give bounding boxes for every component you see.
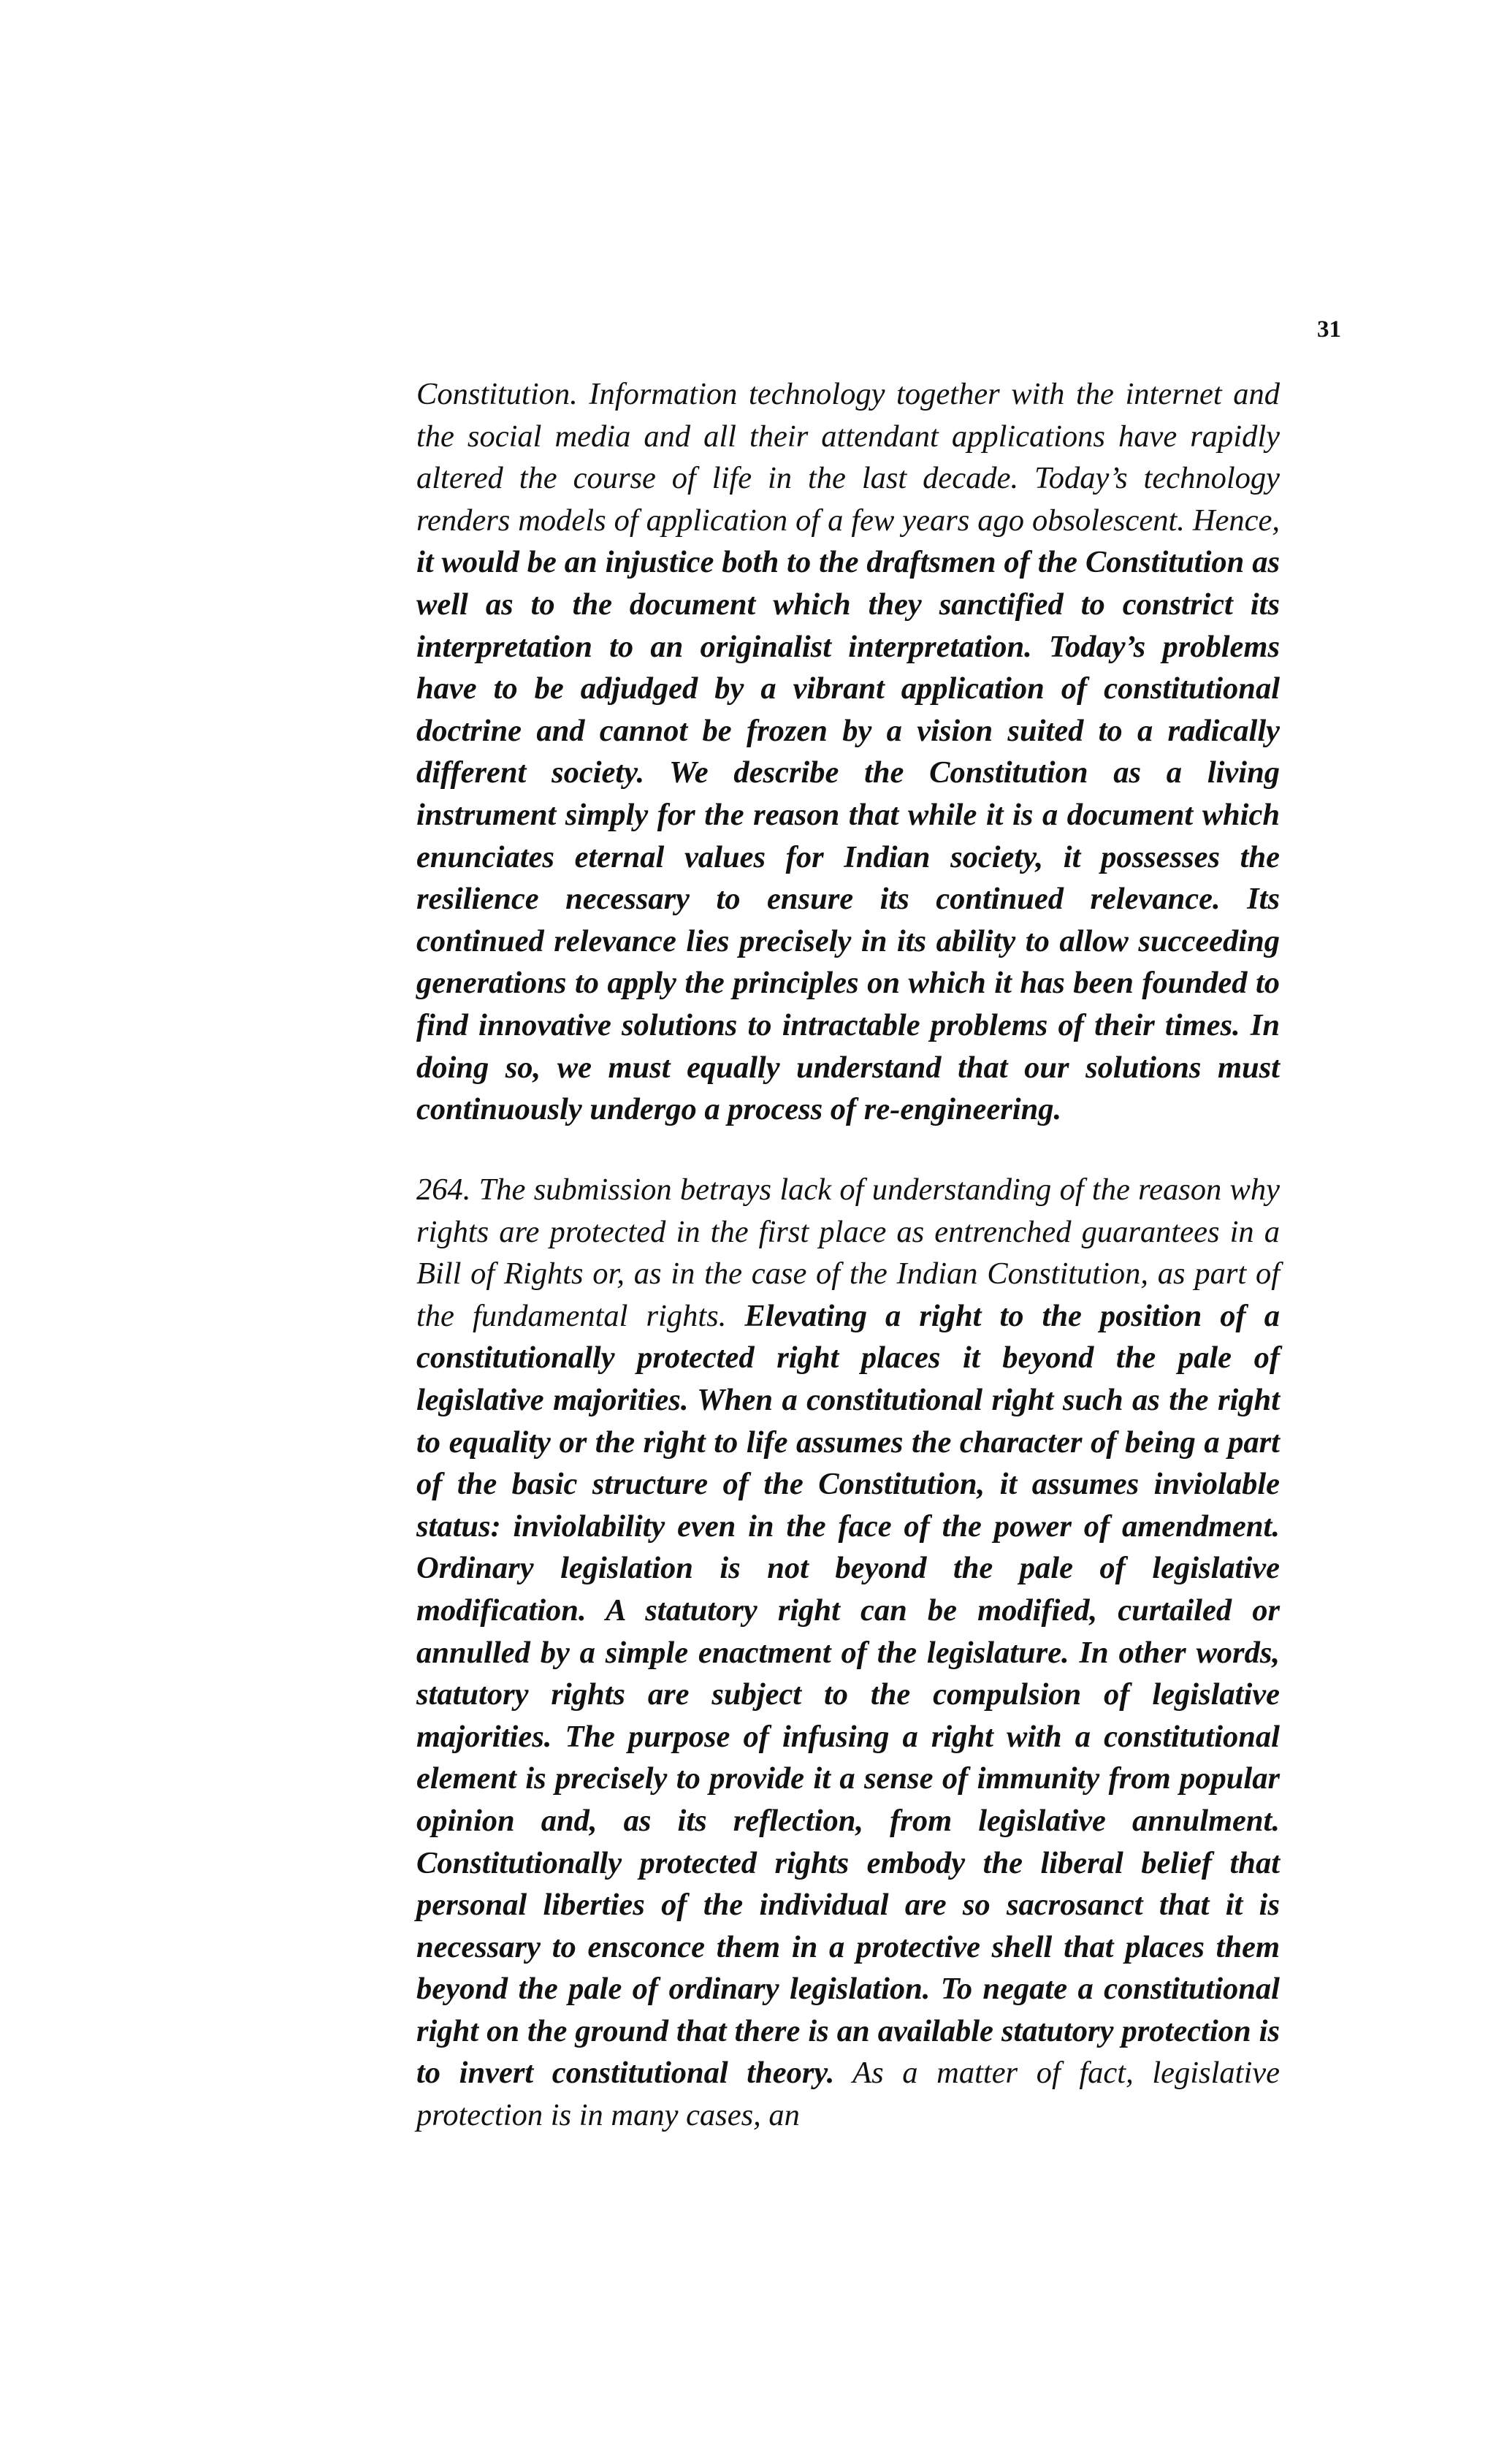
paragraph-1-intro-text: Constitution. Information technology together with the internet and the social media and all their attendant applications have rapidly altered the course of life in the last decade. Today’s technology renders models of application of a few years ago obsolescent. Hence,	[416, 377, 1280, 538]
paragraph-264-emphasized-text: Elevating a right to the position of a constitutionally protected right places it beyond the pale of legislative majorities. When a constitutional right such as the right to equality or the right to life assumes the character of being a part of the basic structure of the Constitution, it assumes inviolable status: inviolability even in the face of the power of amendment. Ordinary legislation is not beyond the pale of legislative modification. A statutory right can be modified, curtailed or annulled by a simple enactment of the legislature. In other words, statutory rights are subject to the compulsion of legislative majorities. The purpose of infusing a right with a constitutional element is precisely to provide it a sense of immunity from popular opinion and, as its reflection, from legislative annulment. Constitutionally protected rights embody the liberal belief that personal liberties of the individual are so sacrosanct that it is necessary to ensconce them in a protective shell that places them beyond the pale of ordinary legislation. To negate a constitutional right on the ground that there is an available statutory protection is to invert constitutional theory.	[416, 1298, 1280, 2091]
page-number: 31	[1317, 316, 1341, 343]
paragraph-264-intro-text: 264. The submission betrays lack of understanding of the reason why rights are protected in the first place as entrenched guarantees in a Bill of Rights or, as in the case of the Indian Constitution, as part of the fundamental rights.	[416, 1172, 1280, 1333]
paragraph-264-closing-text: As a matter of fact, legislative protection is in many cases, an	[416, 2056, 1280, 2133]
paragraph-1-emphasized-text: it would be an injustice both to the draftsmen of the Constitution as well as to the document which they sanctified to constrict its interpretation to an originalist interpretation. Today’s problems have to be adjudged by a vibrant application of constitutional doctrine and cannot be frozen by a vision suited to a radically different society. We describe the Constitution as a living instrument simply for the reason that while it is a document which enunciates eternal values for Indian society, it possesses the resilience necessary to ensure its continued relevance. Its continued relevance lies precisely in its ability to allow succeeding generations to apply the principles on which it has been founded to find innovative solutions to intractable problems of their times. In doing so, we must equally understand that our solutions must continuously undergo a process of re-engineering.	[416, 545, 1280, 1127]
paragraph-1	[416, 373, 1280, 1131]
paragraph-264	[416, 1169, 1280, 2137]
